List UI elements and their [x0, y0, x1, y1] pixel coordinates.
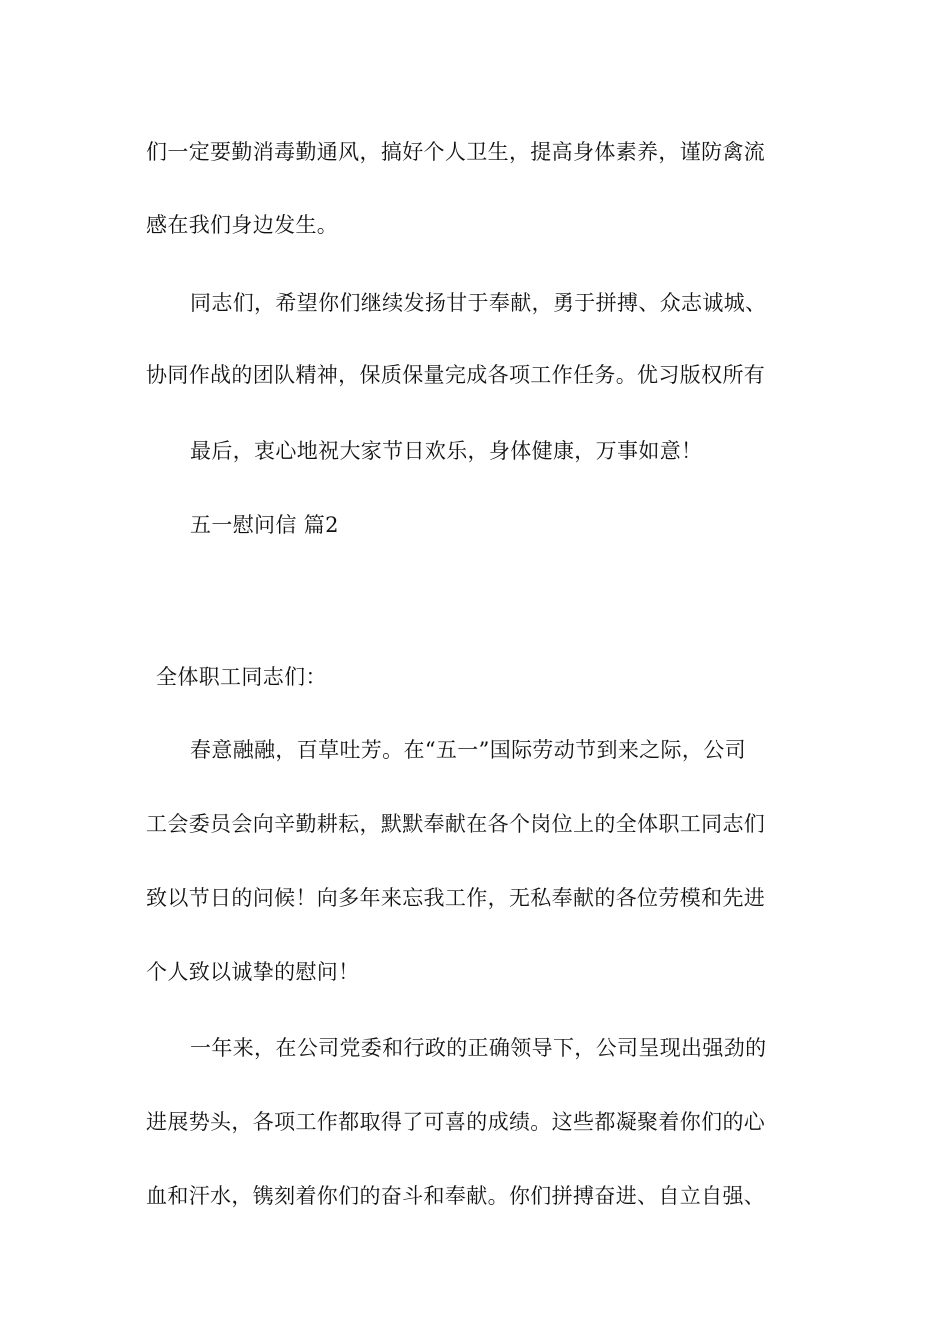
section-heading: 五一慰问信 篇2: [190, 513, 339, 537]
paragraph-line: 工会委员会向辛勤耕耘，默默奉献在各个岗位上的全体职工同志们: [146, 812, 766, 836]
paragraph-line: 致以节日的问候！向多年来忘我工作，无私奉献的各位劳模和先进: [146, 886, 766, 910]
paragraph-line: 个人致以诚挚的慰问！: [146, 960, 360, 984]
paragraph-line: 们一定要勤消毒勤通风，搞好个人卫生，提高身体素养，谨防禽流: [146, 140, 766, 164]
paragraph-line: 一年来，在公司党委和行政的正确领导下，公司呈现出强劲的: [190, 1036, 767, 1060]
salutation: 全体职工同志们：: [156, 665, 327, 689]
paragraph-line: 血和汗水，镌刻着你们的奋斗和奉献。你们拼搏奋进、自立自强、: [146, 1184, 766, 1208]
paragraph-line: 最后，衷心地祝大家节日欢乐，身体健康，万事如意！: [190, 439, 703, 463]
paragraph-line: 同志们，希望你们继续发扬甘于奉献，勇于拼搏、众志诚城、: [190, 291, 767, 315]
paragraph-line: 感在我们身边发生。: [146, 213, 339, 237]
paragraph-line: 春意融融，百草吐芳。在“五一”国际劳动节到来之际，公司: [190, 738, 746, 762]
paragraph-line: 协同作战的团队精神，保质保量完成各项工作任务。优习版权所有: [146, 363, 766, 387]
paragraph-line: 进展势头，各项工作都取得了可喜的成绩。这些都凝聚着你们的心: [146, 1110, 766, 1134]
